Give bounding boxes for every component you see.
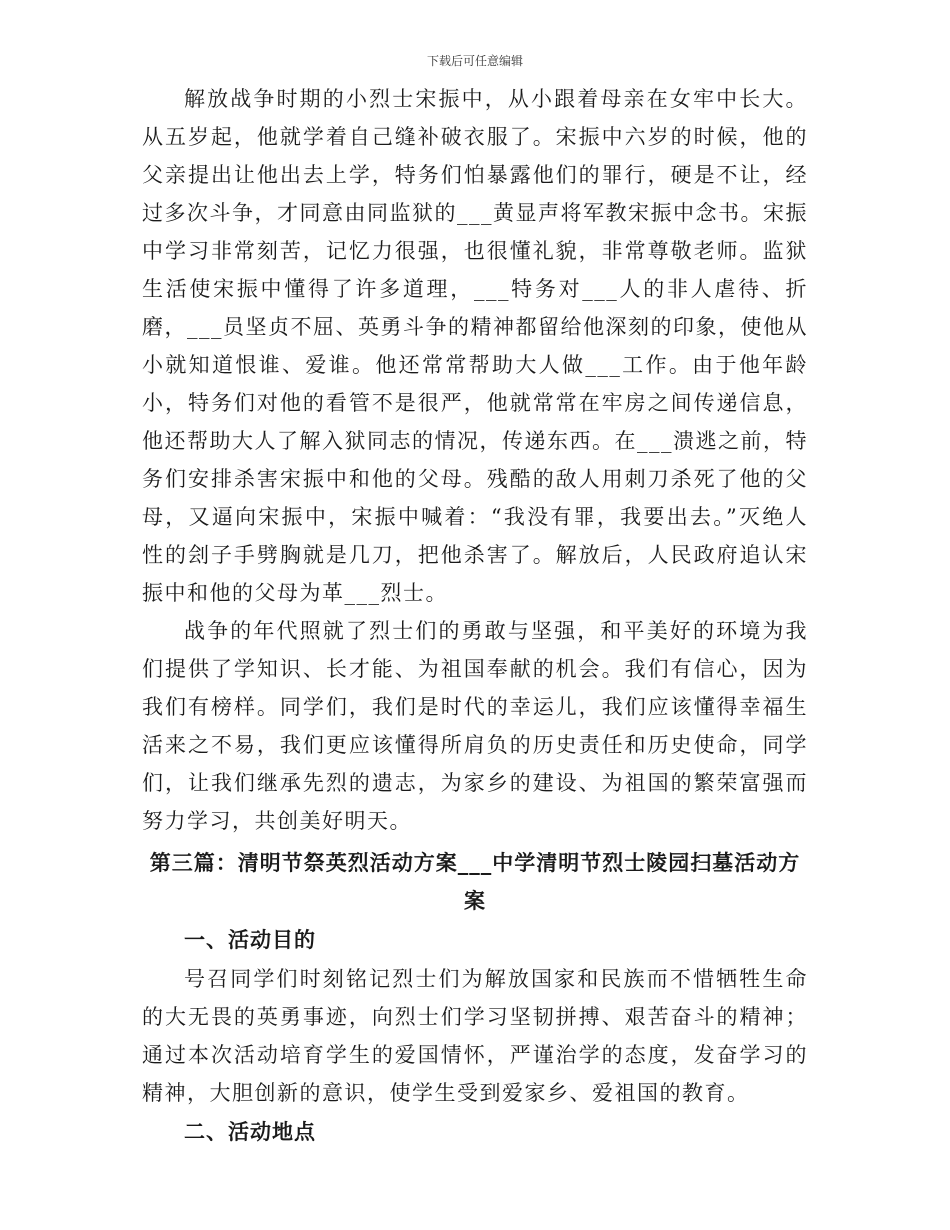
paragraph-conclusion: 战争的年代照就了烈士们的勇敢与坚强，和平美好的环境为我们提供了学知识、长才能、为祖国奉献的机会。我们有信心，因为我们有榜样。同学们，我们是时代的幸运儿，我们应该懂得幸福生活来之不易，我们更应该懂得所肩负的历史责任和历史使命，同学们，让我们继承先烈的遗志，为家乡的建设、为祖国的繁荣富强而努力学习，共创美好明天。	[142, 619, 808, 833]
page-header: 下载后可任意编辑	[426, 54, 523, 68]
section-title: 第三篇：清明节祭英烈活动方案___中学清明节烈士陵园扫墓活动方案	[149, 851, 801, 913]
heading-activity-location: 二、活动地点	[184, 1120, 316, 1144]
heading-activity-purpose: 一、活动目的	[184, 928, 316, 952]
paragraph-activity-purpose: 号召同学们时刻铭记烈士们为解放国家和民族而不惜牺牲生命的大无畏的英勇事迹，向烈士们学习坚韧拼搏、艰苦奋斗的精神；通过本次活动培育学生的爱国情怀，严谨治学的态度，发奋学习的精神，大胆创新的意识，使学生受到爱家乡、爱祖国的教育。	[142, 967, 808, 1105]
document-body	[142, 80, 808, 1152]
paragraph-story: 解放战争时期的小烈士宋振中，从小跟着母亲在女牢中长大。从五岁起，他就学着自己缝补破衣服了。宋振中六岁的时候，他的父亲提出让他出去上学，特务们怕暴露他们的罪行，硬是不让，经过多次斗争，才同意由同监狱的___黄显声将军教宋振中念书。宋振中学习非常刻苦，记忆力很强，也很懂礼貌，非常尊敬老师。监狱生活使宋振中懂得了许多道理，___特务对___人的非人虐待、折磨，___员坚贞不屈、英勇斗争的精神都留给他深刻的印象，使他从小就知道恨谁、爱谁。他还常常帮助大人做___工作。由于他年龄小，特务们对他的看管不是很严，他就常常在牢房之间传递信息，他还帮助大人了解入狱同志的情况，传递东西。在___溃逃之前，特务们安排杀害宋振中和他的父母。残酷的敌人用刺刀杀死了他的父母，又逼向宋振中，宋振中喊着：“我没有罪，我要出去。”灭绝人性的刽子手劈胸就是几刀，把他杀害了。解放后，人民政府追认宋振中和他的父母为革___烈士。	[142, 87, 808, 605]
